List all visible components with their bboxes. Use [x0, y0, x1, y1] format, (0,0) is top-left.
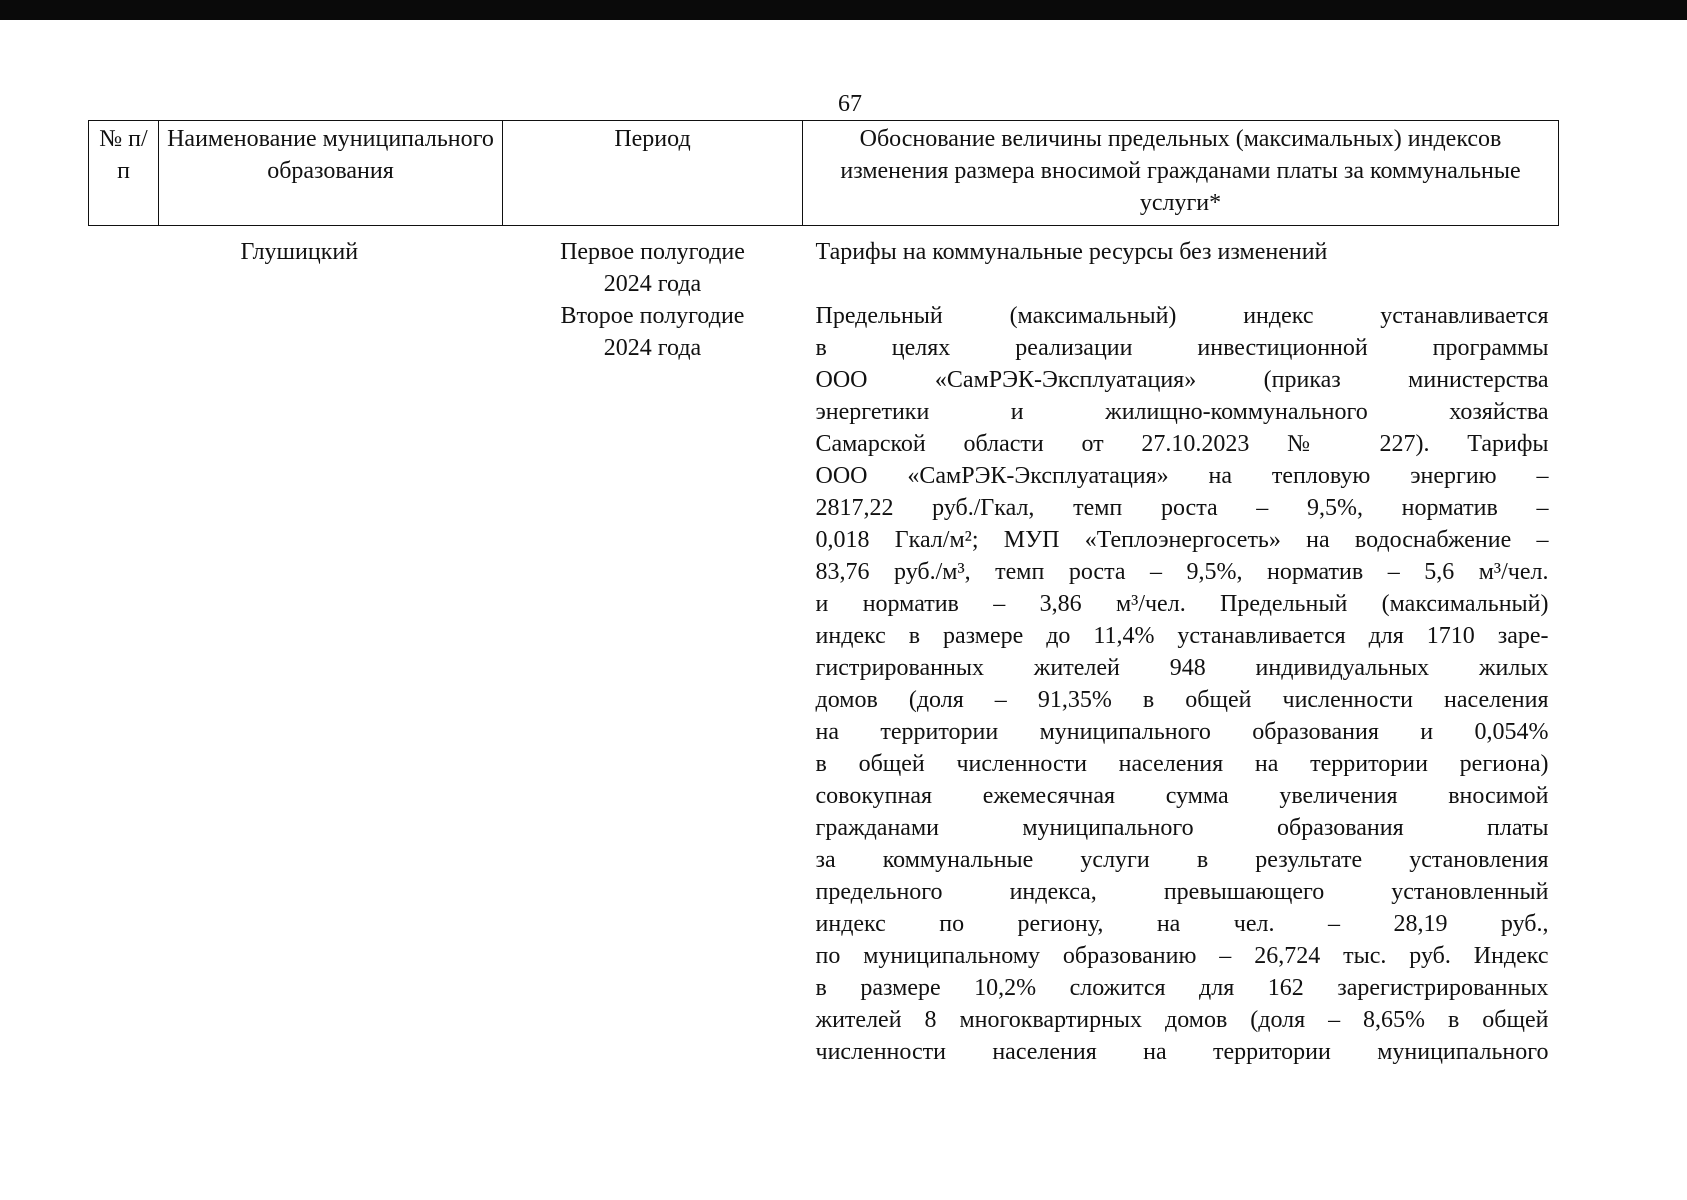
basis-text-line: и норматив – 3,86 м³/чел. Предельный (максимальный) [815, 591, 1549, 617]
basis-text-line: ООО «СамРЭК-Эксплуатация» (приказ министерства [815, 367, 1549, 393]
basis-text-line: Самарской области от 27.10.2023 № 227). Тарифы [815, 431, 1549, 457]
basis-first-half: Тарифы на коммунальные ресурсы без изменений [815, 239, 1328, 265]
basis-text-line: жителей 8 многоквартирных домов (доля – 8,65% в общей [815, 1007, 1549, 1033]
scan-top-border [0, 0, 1687, 20]
basis-text-line: на территории муниципального образования и 0,054% [815, 719, 1549, 745]
basis-text-line: домов (доля – 91,35% в общей численности населения [815, 687, 1549, 713]
basis-text-line: за коммунальные услуги в результате установления [815, 847, 1549, 873]
page-number: 67 [838, 91, 862, 117]
period-first-half-year: 2024 года [603, 271, 702, 297]
period-second-half-year: 2024 года [603, 335, 702, 361]
period-first-half-label: Первое полугодие [560, 239, 745, 265]
basis-text-line: в размере 10,2% сложится для 162 зарегистрированных [815, 975, 1549, 1001]
basis-second-half [816, 300, 1549, 1068]
row-num-cell [89, 226, 159, 1069]
header-basis: Обоснование величины предельных (максимальных) индексов изменения размера вносимой гражданами платы за коммунальные услуги* [803, 121, 1559, 226]
basis-text-line: по муниципальному образованию – 26,724 тыс. руб. Индекс [815, 943, 1549, 969]
basis-text-line: гистрированных жителей 948 индивидуальных жилых [815, 655, 1549, 681]
period-second-half [503, 300, 803, 364]
municipality-name: Глушицкий [240, 239, 359, 265]
index-justification-table [88, 120, 1559, 1068]
period-cell [503, 226, 803, 1069]
basis-text-line: Предельный (максимальный) индекс устанавливается [815, 303, 1549, 329]
basis-text-line: ООО «СамРЭК-Эксплуатация» на тепловую энергию – [815, 463, 1549, 489]
basis-text-line: совокупная ежемесячная сумма увеличения вносимой [815, 783, 1549, 809]
basis-cell [803, 226, 1559, 1069]
basis-text-line: гражданами муниципального образования платы [815, 815, 1549, 841]
basis-text-line: в целях реализации инвестиционной программы [815, 335, 1549, 361]
basis-text-line: индекс в размере до 11,4% устанавливается для 1710 заре- [815, 623, 1549, 649]
basis-text-line: 83,76 руб./м³, темп роста – 9,5%, норматив – 5,6 м³/чел. [815, 559, 1549, 585]
basis-spacer [816, 268, 1549, 300]
basis-text-line: энергетики и жилищно-коммунального хозяйства [815, 399, 1549, 425]
table-row [89, 226, 1559, 1069]
basis-text-line: 0,018 Гкал/м²; МУП «Теплоэнергосеть» на водоснабжение – [815, 527, 1549, 553]
basis-text-line: в общей численности населения на территории региона) [815, 751, 1549, 777]
basis-text-line: 2817,22 руб./Гкал, темп роста – 9,5%, норматив – [815, 495, 1549, 521]
header-period: Период [503, 121, 803, 226]
header-num: № п/п [89, 121, 159, 226]
basis-text-line: численности населения на территории муниципального [815, 1039, 1549, 1065]
table-header-row [89, 121, 1559, 226]
period-first-half [503, 236, 803, 300]
basis-text-line: индекс по региону, на чел. – 28,19 руб., [815, 911, 1549, 937]
period-second-half-label: Второе полугодие [560, 303, 745, 329]
basis-text-line: предельного индекса, превышающего установленный [815, 879, 1549, 905]
header-municipality: Наименование муниципального образования [159, 121, 503, 226]
